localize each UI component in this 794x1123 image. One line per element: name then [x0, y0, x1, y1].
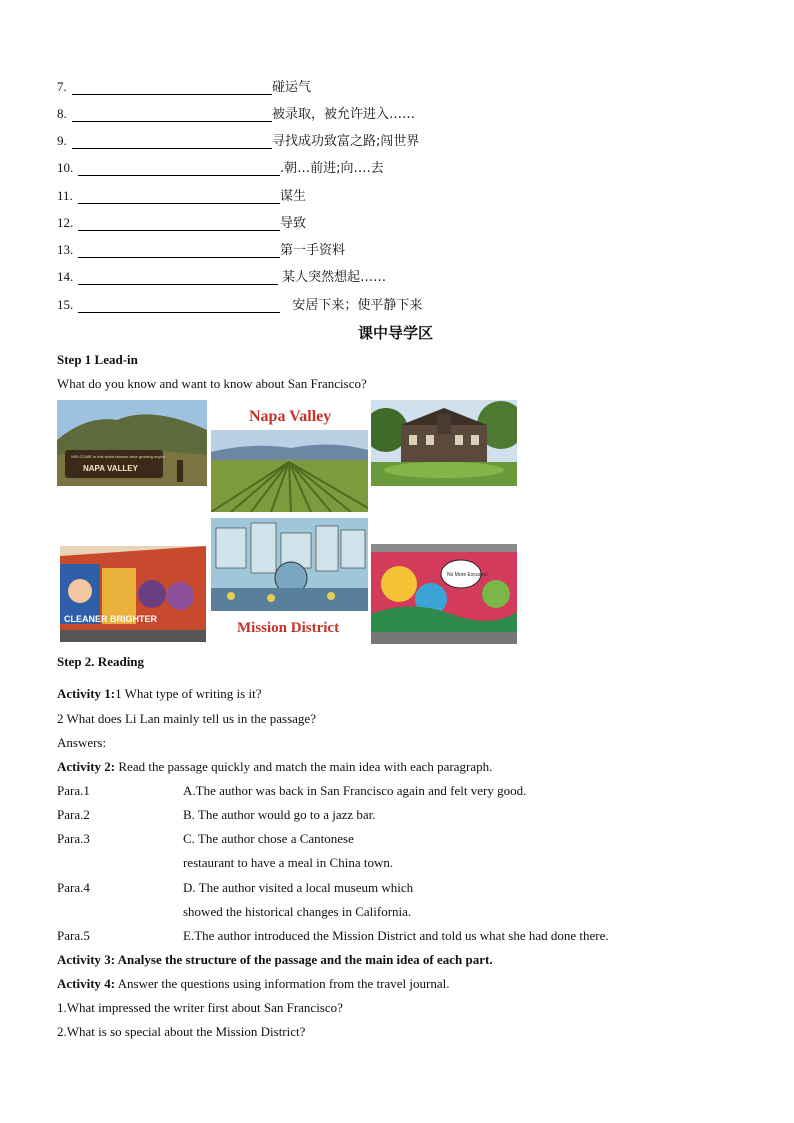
- step2-title: Step 2. Reading: [57, 654, 145, 669]
- para-main-idea: E.The author introduced the Mission District and told us what she had done there.: [183, 928, 609, 943]
- para-main-idea: B. The author would go to a jazz bar.: [183, 807, 376, 822]
- napa-sign-text: NAPA VALLEY: [83, 464, 138, 473]
- vocab-item: [57, 295, 422, 313]
- mission-mural-photo: [60, 546, 206, 642]
- activity2: [57, 759, 492, 775]
- vocab-answer-blank[interactable]: [72, 80, 272, 95]
- para-label: Para.2: [57, 807, 90, 822]
- vocab-meaning: 第一手资料: [280, 243, 346, 258]
- activity1-label: Activity 1:: [57, 686, 116, 701]
- vocab-item: [57, 104, 415, 122]
- para-main-idea: A.The author was back in San Francisco again and felt very good.: [183, 783, 527, 798]
- para-main-idea: D. The author visited a local museum which: [183, 880, 414, 895]
- activity4-question2: 2.What is so special about the Mission District?: [57, 1024, 306, 1039]
- vocab-answer-blank[interactable]: [78, 270, 278, 285]
- activity1: [57, 686, 261, 702]
- vocab-meaning: 寻找成功致富之路;闯世界: [272, 134, 420, 149]
- activity4-label: Activity 4:: [57, 976, 116, 991]
- vocab-item: [57, 131, 419, 149]
- vocab-meaning: 被录取，被允许进入……: [272, 107, 416, 122]
- para-main-idea-continued: restaurant to have a meal in China town.: [183, 855, 394, 870]
- activity2-text: Read the passage quickly and match the main idea with each paragraph.: [115, 759, 493, 774]
- napa-valley-label: Napa Valley: [249, 408, 332, 425]
- vineyard-photo: [211, 430, 368, 512]
- vocab-item: [57, 77, 311, 95]
- graffiti-wall-photo: [371, 544, 517, 644]
- activity3: Activity 3: Analyse the structure of the passage and the main idea of each part.: [57, 952, 493, 967]
- vocab-number: 15.: [57, 297, 74, 312]
- vocab-item: [57, 186, 306, 204]
- para-label: Para.5: [57, 928, 90, 943]
- step1-question: What do you know and want to know about San Francisco?: [57, 376, 367, 391]
- napa-sign-small-text: WELCOME to this world famous wine growing region: [71, 454, 166, 459]
- vocab-meaning: 安居下来；使平静下来: [280, 298, 423, 313]
- step1-title: Step 1 Lead-in: [57, 352, 138, 367]
- mission-street-art-photo: [211, 518, 368, 611]
- vocab-item: [57, 213, 306, 231]
- mural-text: CLEANER BRIGHTER: [64, 614, 158, 624]
- activity1-question2: 2 What does Li Lan mainly tell us in the passage?: [57, 711, 316, 726]
- para-label: Para.3: [57, 831, 90, 846]
- para-label: Para.1: [57, 783, 90, 798]
- vocab-number: 8.: [57, 106, 67, 121]
- vocab-meaning: 某人突然想起……: [278, 270, 387, 285]
- para-label: Para.4: [57, 880, 90, 895]
- vocab-number: 14.: [57, 269, 74, 284]
- vocab-number: 11.: [57, 188, 73, 203]
- vocab-meaning: 碰运气: [272, 80, 312, 95]
- mural-bubble-text: No More Excuses!: [447, 572, 488, 578]
- vocab-answer-blank[interactable]: [78, 243, 280, 258]
- vocab-answer-blank[interactable]: [72, 107, 272, 122]
- vocab-number: 10.: [57, 160, 74, 175]
- activity4-question1: 1.What impressed the writer first about San Francisco?: [57, 1000, 343, 1015]
- vocab-number: 13.: [57, 242, 74, 257]
- vocab-meaning: 导致: [280, 216, 307, 231]
- para-main-idea: C. The author chose a Cantonese: [183, 831, 354, 846]
- vocab-answer-blank[interactable]: [78, 189, 280, 204]
- vocab-number: 7.: [57, 79, 67, 94]
- vocab-answer-blank[interactable]: [78, 216, 280, 231]
- vocab-number: 9.: [57, 133, 67, 148]
- vocab-meaning: .朝…前进;向….去: [280, 161, 384, 176]
- vocab-answer-blank[interactable]: [72, 134, 272, 149]
- answers-label: Answers:: [57, 735, 107, 750]
- vocab-number: 12.: [57, 215, 74, 230]
- vocab-answer-blank[interactable]: [78, 161, 280, 176]
- napa-valley-sign-photo: [57, 400, 207, 486]
- activity4: [57, 976, 449, 992]
- vocab-meaning: 谋生: [280, 189, 307, 204]
- vocab-answer-blank[interactable]: [78, 298, 280, 313]
- section-title: 课中导学区: [358, 324, 434, 342]
- mission-district-label: Mission District: [237, 620, 340, 636]
- para-main-idea-continued: showed the historical changes in California.: [183, 904, 412, 919]
- activity4-text: Answer the questions using information from the travel journal.: [115, 976, 450, 991]
- activity1-question1: 1 What type of writing is it?: [115, 686, 262, 701]
- vocab-item: [57, 267, 386, 285]
- vocab-item: [57, 158, 384, 176]
- mansion-photo: [371, 400, 517, 486]
- activity2-label: Activity 2:: [57, 759, 116, 774]
- vocab-item: [57, 240, 345, 258]
